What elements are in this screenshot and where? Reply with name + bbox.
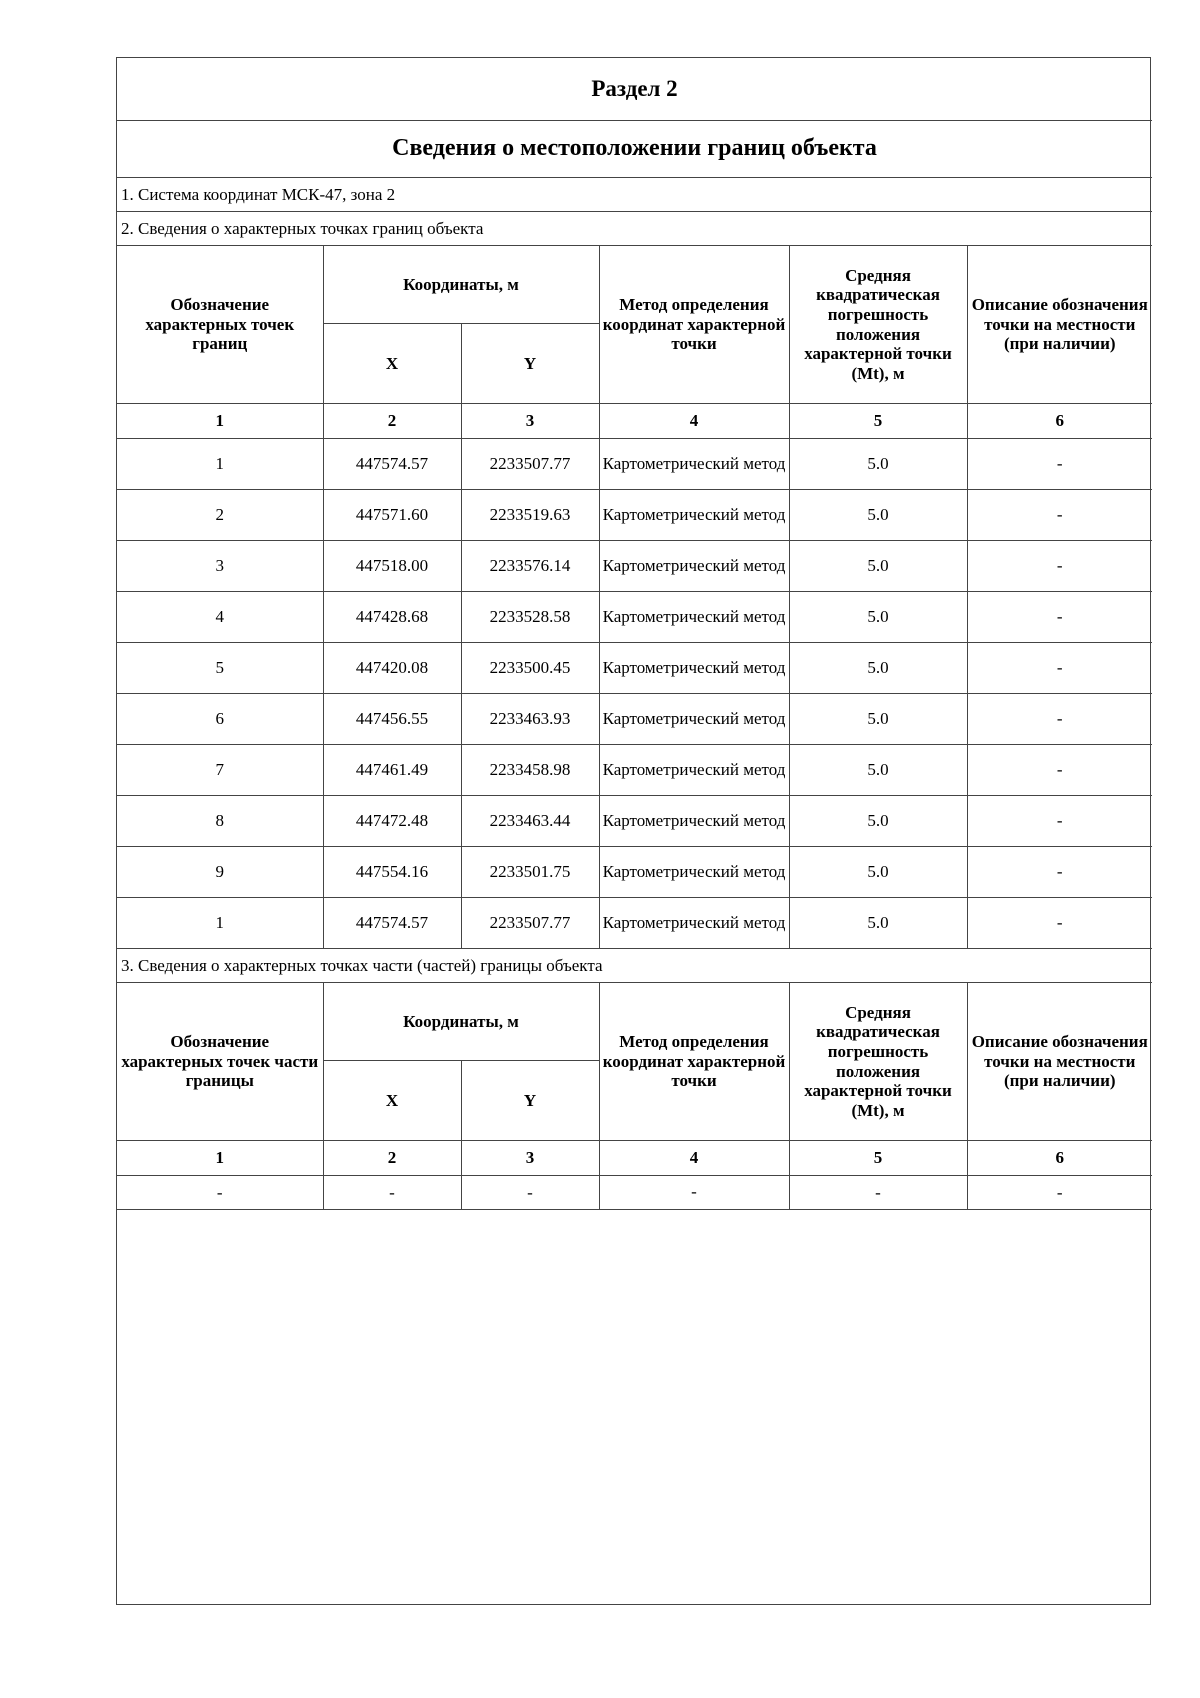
mt-value: 5.0 <box>789 541 967 592</box>
header-y: Y <box>461 324 599 404</box>
x-value: 447554.16 <box>323 847 461 898</box>
header2-y: Y <box>461 1061 599 1141</box>
point-number: 9 <box>117 847 323 898</box>
y-value: 2233507.77 <box>461 439 599 490</box>
mt-value: 5.0 <box>789 490 967 541</box>
table-row <box>117 745 1152 796</box>
mt-value: 5.0 <box>789 592 967 643</box>
description-value: - <box>967 592 1152 643</box>
table-row <box>117 439 1152 490</box>
x-value: 447428.68 <box>323 592 461 643</box>
header2-error: Средняя квадратическая погрешность положения характерной точки (Mt), м <box>789 983 967 1141</box>
column-number: 1 <box>117 404 323 439</box>
description-value: - <box>967 796 1152 847</box>
method-value: Картометрический метод <box>599 592 789 643</box>
table-row <box>117 643 1152 694</box>
parts-heading: 3. Сведения о характерных точках части (частей) границы объекта <box>117 949 1152 983</box>
y-value: 2233576.14 <box>461 541 599 592</box>
x-value: 447461.49 <box>323 745 461 796</box>
table-row <box>117 694 1152 745</box>
method-value: Картометрический метод <box>599 643 789 694</box>
method-value: Картометрический метод <box>599 847 789 898</box>
method-value: Картометрический метод <box>599 796 789 847</box>
blank-area <box>117 1210 1152 1583</box>
table-row <box>117 847 1152 898</box>
method-value: Картометрический метод <box>599 898 789 949</box>
y-value: 2233463.44 <box>461 796 599 847</box>
method-value: Картометрический метод <box>599 490 789 541</box>
column-number: 2 <box>323 1141 461 1176</box>
header-coords: Координаты, м <box>323 246 599 324</box>
description-value: - <box>967 1176 1152 1210</box>
section-title: Раздел 2 <box>117 58 1152 121</box>
point-number: 6 <box>117 694 323 745</box>
column-number: 6 <box>967 404 1152 439</box>
x-value: 447574.57 <box>323 898 461 949</box>
point-number: 4 <box>117 592 323 643</box>
column-number: 4 <box>599 404 789 439</box>
header-method: Метод определения координат характерной точки <box>599 246 789 404</box>
column-number: 4 <box>599 1141 789 1176</box>
description-value: - <box>967 847 1152 898</box>
document-frame <box>116 57 1151 1605</box>
column-number: 2 <box>323 404 461 439</box>
points-heading: 2. Сведения о характерных точках границ объекта <box>117 212 1152 246</box>
header2-coords: Координаты, м <box>323 983 599 1061</box>
x-value: 447571.60 <box>323 490 461 541</box>
mt-value: 5.0 <box>789 694 967 745</box>
y-value: 2233501.75 <box>461 847 599 898</box>
table-row <box>117 1176 1152 1210</box>
point-number: 7 <box>117 745 323 796</box>
description-value: - <box>967 541 1152 592</box>
table-row <box>117 541 1152 592</box>
method-value: - <box>599 1176 789 1210</box>
section-subtitle: Сведения о местоположении границ объекта <box>117 121 1152 178</box>
method-value: Картометрический метод <box>599 745 789 796</box>
header2-designation: Обозначение характерных точек части границы <box>117 983 323 1141</box>
x-value: 447574.57 <box>323 439 461 490</box>
header2-x: X <box>323 1061 461 1141</box>
column-number: 6 <box>967 1141 1152 1176</box>
description-value: - <box>967 898 1152 949</box>
mt-value: 5.0 <box>789 439 967 490</box>
x-value: 447518.00 <box>323 541 461 592</box>
mt-value: 5.0 <box>789 745 967 796</box>
description-value: - <box>967 694 1152 745</box>
mt-value: 5.0 <box>789 898 967 949</box>
table-row <box>117 490 1152 541</box>
point-number: 2 <box>117 490 323 541</box>
y-value: 2233463.93 <box>461 694 599 745</box>
description-value: - <box>967 490 1152 541</box>
column-number: 5 <box>789 404 967 439</box>
header2-description: Описание обозначения точки на местности (при наличии) <box>967 983 1152 1141</box>
method-value: Картометрический метод <box>599 439 789 490</box>
x-value: - <box>323 1176 461 1210</box>
point-number: 5 <box>117 643 323 694</box>
point-number: 1 <box>117 439 323 490</box>
y-value: 2233519.63 <box>461 490 599 541</box>
table-row <box>117 898 1152 949</box>
point-number: 3 <box>117 541 323 592</box>
y-value: 2233528.58 <box>461 592 599 643</box>
point-number: 1 <box>117 898 323 949</box>
table-row <box>117 796 1152 847</box>
y-value: 2233507.77 <box>461 898 599 949</box>
mt-value: 5.0 <box>789 796 967 847</box>
section-table <box>117 58 1152 1582</box>
y-value: - <box>461 1176 599 1210</box>
header-description: Описание обозначения точки на местности (при наличии) <box>967 246 1152 404</box>
y-value: 2233500.45 <box>461 643 599 694</box>
method-value: Картометрический метод <box>599 541 789 592</box>
header-designation: Обозначение характерных точек границ <box>117 246 323 404</box>
point-number: 8 <box>117 796 323 847</box>
description-value: - <box>967 439 1152 490</box>
description-value: - <box>967 745 1152 796</box>
column-numbers-row <box>117 404 1152 439</box>
column-number: 5 <box>789 1141 967 1176</box>
header-x: X <box>323 324 461 404</box>
column-numbers-row <box>117 1141 1152 1176</box>
column-number: 3 <box>461 404 599 439</box>
header2-method: Метод определения координат характерной точки <box>599 983 789 1141</box>
x-value: 447456.55 <box>323 694 461 745</box>
mt-value: - <box>789 1176 967 1210</box>
x-value: 447420.08 <box>323 643 461 694</box>
header-error: Средняя квадратическая погрешность положения характерной точки (Mt), м <box>789 246 967 404</box>
coord-system-line: 1. Система координат МСК-47, зона 2 <box>117 178 1152 212</box>
point-number: - <box>117 1176 323 1210</box>
y-value: 2233458.98 <box>461 745 599 796</box>
mt-value: 5.0 <box>789 643 967 694</box>
column-number: 3 <box>461 1141 599 1176</box>
method-value: Картометрический метод <box>599 694 789 745</box>
description-value: - <box>967 643 1152 694</box>
x-value: 447472.48 <box>323 796 461 847</box>
table-row <box>117 592 1152 643</box>
column-number: 1 <box>117 1141 323 1176</box>
mt-value: 5.0 <box>789 847 967 898</box>
